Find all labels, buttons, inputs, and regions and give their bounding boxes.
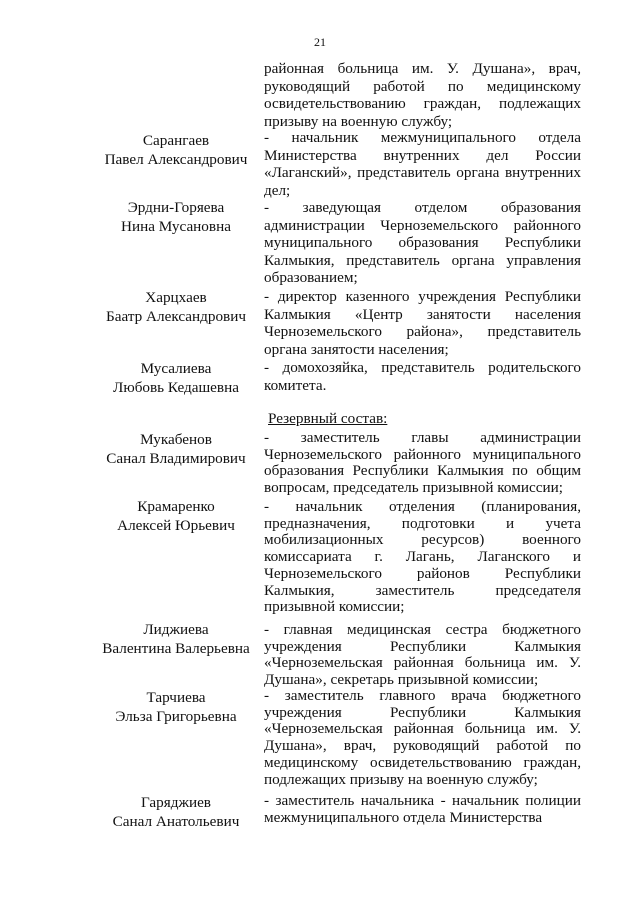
member-surname: Лиджиева	[143, 621, 209, 638]
member-name	[92, 198, 260, 236]
member-name	[92, 620, 260, 658]
member-given-name: Эльза Григорьевна	[115, 708, 237, 725]
member-surname: Мусалиева	[140, 360, 212, 377]
member-surname: Мукабенов	[140, 431, 212, 448]
member-name	[92, 288, 260, 326]
member-name	[92, 430, 260, 468]
member-role: - заместитель главного врача бюджетного учреждения Республики Калмыкия «Черноземельская районная больница им. У. Душана», врач, руководящий работой по медицинскому освидетельствованию граждан, подлежащих призыву на военную службу;	[264, 687, 581, 788]
member-surname: Крамаренко	[137, 498, 215, 515]
reserve-heading: Резервный состав:	[268, 410, 388, 427]
member-name	[92, 793, 260, 831]
member-role: - начальник межмуниципального отдела Министерства внутренних дел России «Лаганский», представитель органа внутренних дел;	[264, 129, 581, 199]
member-role: - заместитель главы администрации Черноземельского районного муниципального образования Республики Калмыкия по общим вопросам, председатель призывной комиссии;	[264, 429, 581, 497]
member-role: - заведующая отделом образования администрации Черноземельского районного муниципального образования Республики Калмыкия, представитель органа управления образованием;	[264, 199, 581, 286]
member-surname: Эрдни-Горяева	[127, 199, 225, 216]
member-role: - домохозяйка, представитель родительского комитета.	[264, 359, 581, 394]
continuation-text: районная больница им. У. Душана», врач, руководящий работой по медицинскому освидетельствованию граждан, подлежащих призыву на военную службу;	[264, 60, 581, 130]
member-surname: Тарчиева	[146, 689, 206, 706]
member-given-name: Валентина Валерьевна	[102, 640, 250, 657]
member-given-name: Нина Мусановна	[121, 218, 231, 235]
member-given-name: Баатр Александрович	[106, 308, 246, 325]
member-given-name: Санал Владимирович	[106, 450, 246, 467]
member-role: - начальник отделения (планирования, предназначения, подготовки и учета мобилизационных ресурсов) военного комиссариата г. Лагань, Лаганского и Черноземельского районов Республики Калмыкия, заместитель председателя призывной комиссии;	[264, 498, 581, 616]
page-number: 21	[314, 35, 326, 49]
member-role: - директор казенного учреждения Республики Калмыкия «Центр занятости населения Черноземельского района», представитель органа занятости населения;	[264, 288, 581, 358]
member-given-name: Любовь Кедашевна	[113, 379, 239, 396]
member-name	[92, 131, 260, 169]
member-name	[92, 497, 260, 535]
member-given-name: Санал Анатольевич	[112, 813, 240, 830]
member-surname: Харцхаев	[145, 289, 207, 306]
member-given-name: Павел Александрович	[104, 151, 248, 168]
member-role: - заместитель начальника - начальник полиции межмуниципального отдела Министерства	[264, 792, 581, 826]
member-surname: Гаряджиев	[141, 794, 211, 811]
member-surname: Сарангаев	[142, 132, 210, 149]
member-given-name: Алексей Юрьевич	[117, 517, 235, 534]
member-role: - главная медицинская сестра бюджетного учреждения Республики Калмыкия «Черноземельская районная больница им. У. Душана», секретарь призывной комиссии;	[264, 621, 581, 689]
member-name	[92, 688, 260, 726]
member-name	[92, 359, 260, 397]
